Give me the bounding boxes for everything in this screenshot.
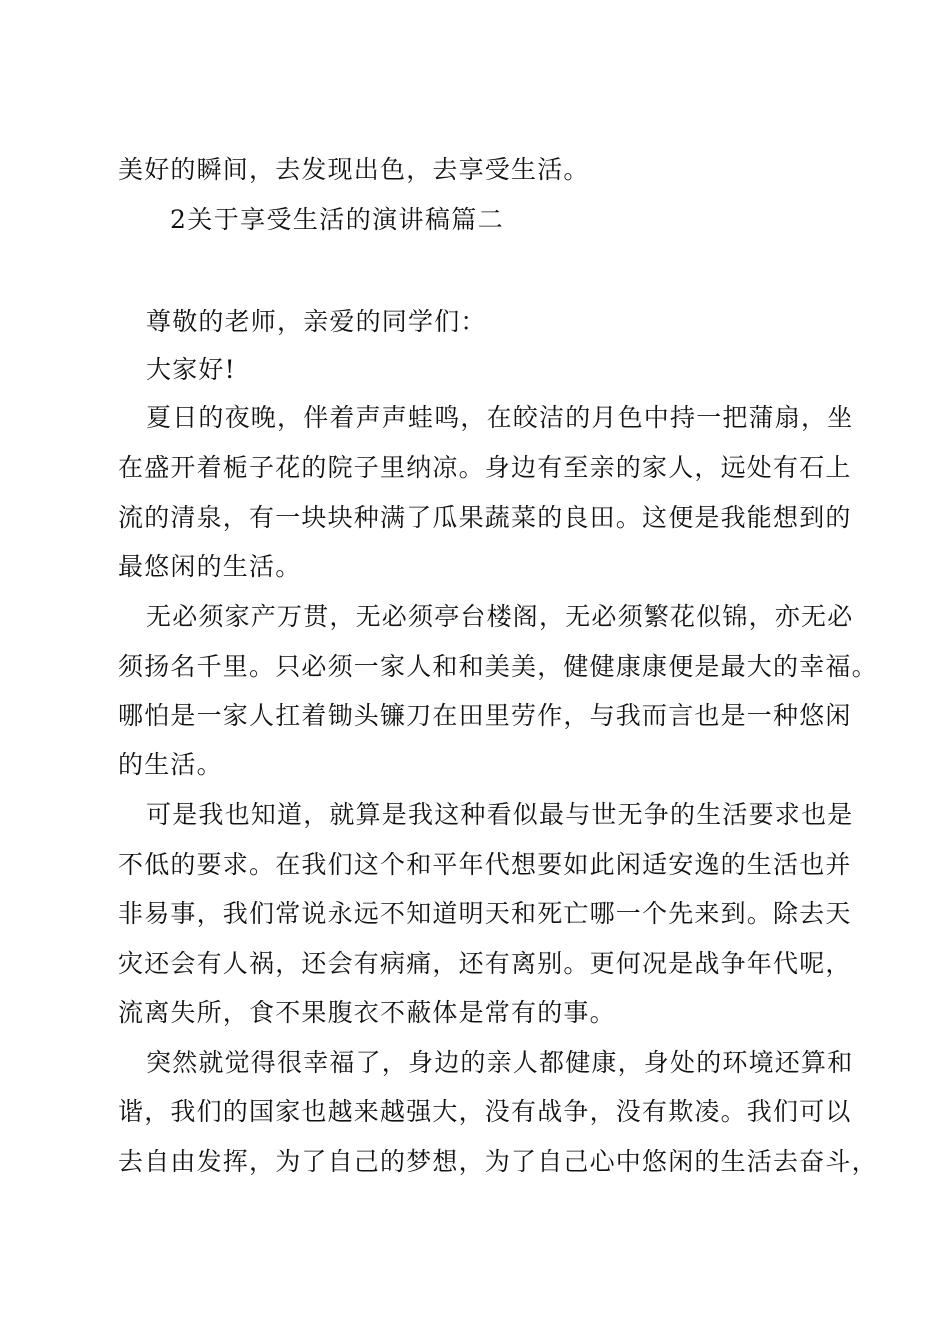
paragraph-line: 可是我也知道，就算是我这种看似最与世无争的生活要求也是 bbox=[146, 800, 854, 829]
paragraph-line: 须扬名千里。只必须一家人和和美美，健健康康便是最大的幸福。 bbox=[118, 652, 878, 681]
paragraph-line: 突然就觉得很幸福了，身边的亲人都健康，身处的环境还算和 bbox=[146, 1048, 854, 1077]
paragraph-line: 夏日的夜晚，伴着声声蛙鸣，在皎洁的月色中持一把蒲扇，坐 bbox=[146, 403, 854, 432]
paragraph-line: 灾还会有人祸，还会有病痛，还有离别。更何况是战争年代呢， bbox=[118, 949, 852, 978]
paragraph-line: 流的清泉，有一块块种满了瓜果蔬菜的良田。这便是我能想到的 bbox=[118, 503, 852, 532]
paragraph-line: 在盛开着栀子花的院子里纳凉。身边有至亲的家人，远处有石上 bbox=[118, 453, 852, 482]
paragraph-line: 去自由发挥，为了自己的梦想，为了自己心中悠闲的生活去奋斗， bbox=[118, 1147, 878, 1176]
paragraph-line: 谐，我们的国家也越来越强大，没有战争，没有欺凌。我们可以 bbox=[118, 1097, 852, 1126]
paragraph-line: 流离失所，食不果腹衣不蔽体是常有的事。 bbox=[118, 998, 616, 1027]
intro-tail-line: 美好的瞬间，去发现出色，去享受生活。 bbox=[118, 155, 590, 184]
paragraph-line: 哪怕是一家人扛着锄头镰刀在田里劳作，与我而言也是一种悠闲 bbox=[118, 701, 852, 730]
greeting: 大家好! bbox=[146, 355, 236, 384]
salutation: 尊敬的老师，亲爱的同学们： bbox=[146, 307, 487, 336]
paragraph-line: 不低的要求。在我们这个和平年代想要如此闲适安逸的生活也并 bbox=[118, 850, 852, 879]
paragraph-line: 无必须家产万贯，无必须亭台楼阁，无必须繁花似锦，亦无必 bbox=[146, 602, 854, 631]
paragraph-line: 非易事，我们常说永远不知道明天和死亡哪一个先来到。除去天 bbox=[118, 899, 852, 928]
paragraph-line: 最悠闲的生活。 bbox=[118, 552, 302, 581]
paragraph-line: 的生活。 bbox=[118, 750, 223, 779]
section-title: 2关于享受生活的演讲稿篇二 bbox=[170, 205, 505, 234]
